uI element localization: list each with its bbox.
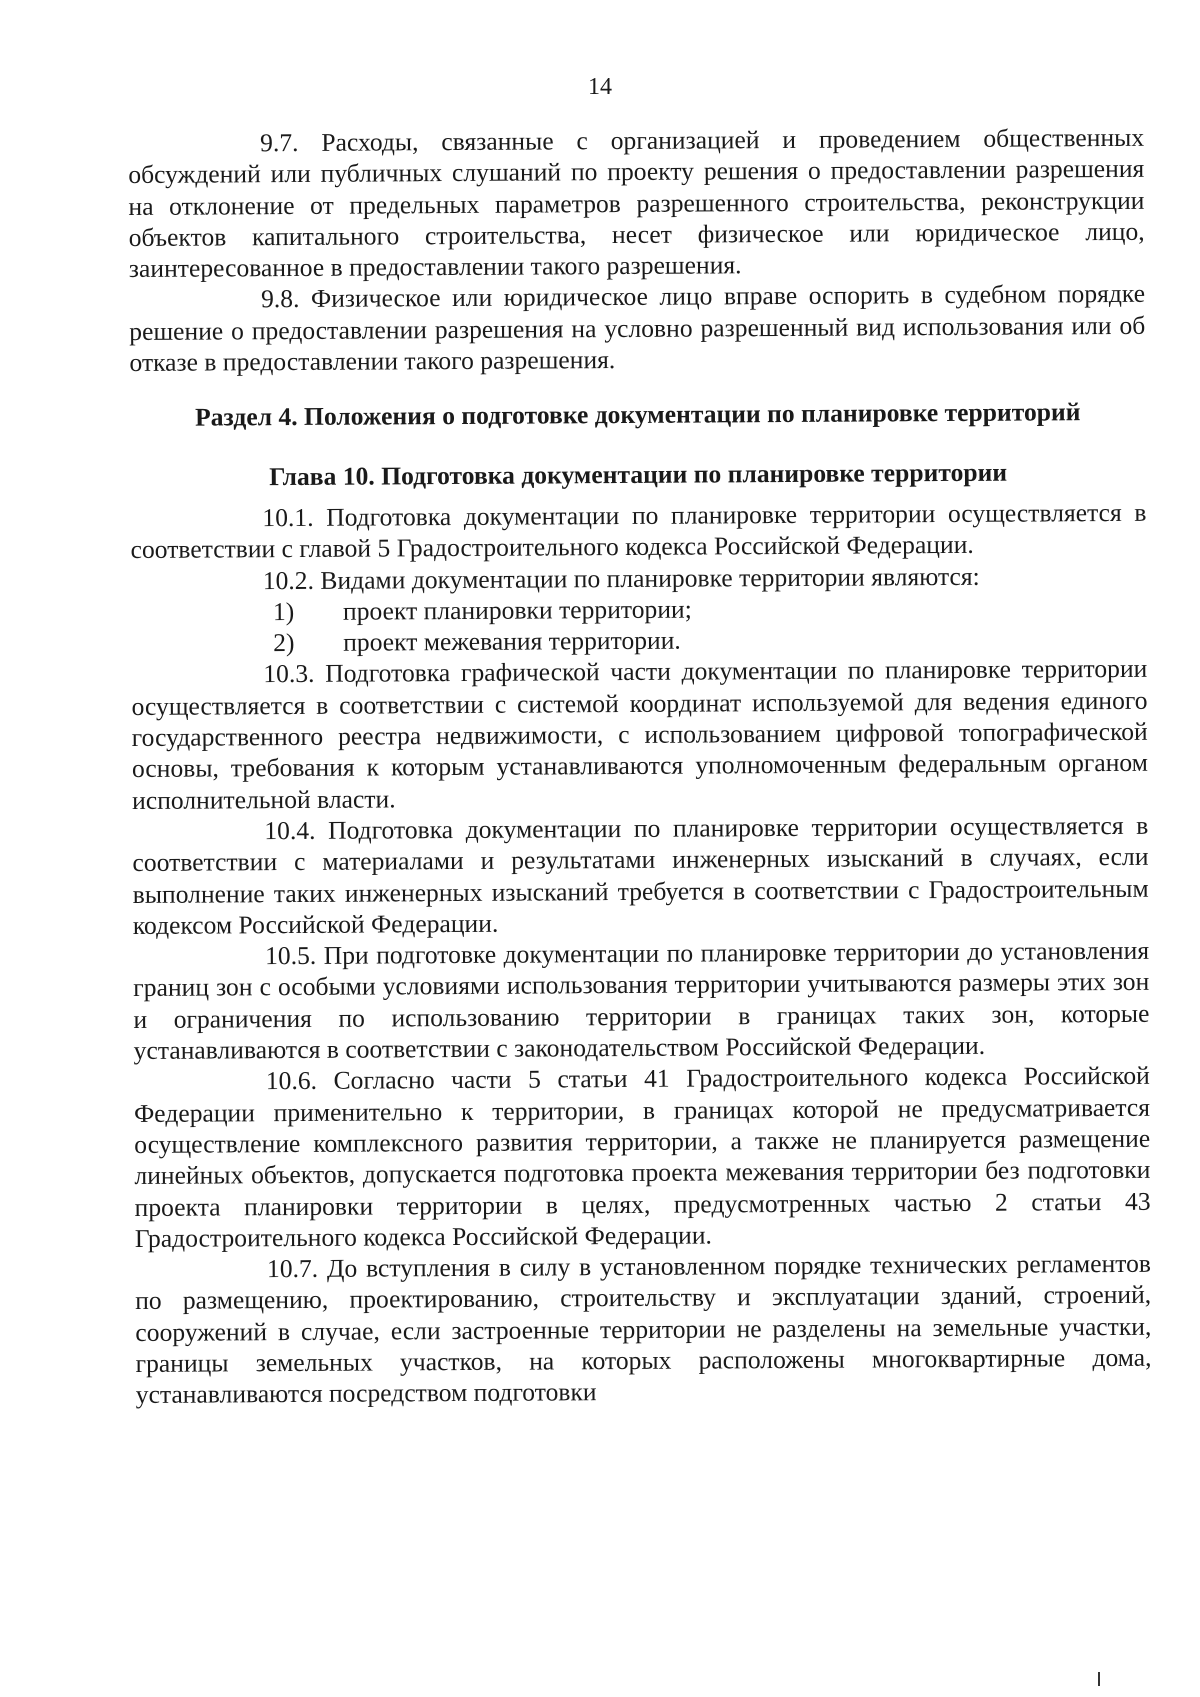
paragraph-9-8 [129, 278, 1146, 378]
paragraph-text: Подготовка документации по планировке территории осуществляется в соответствии с главой 5 Градостроительного кодекса Российской Федерации. [130, 497, 1147, 565]
paragraph-text: Видами документации по планировке территории являются: [320, 561, 980, 595]
list-marker: 2) [273, 628, 295, 658]
paragraph-10-1 [130, 497, 1146, 566]
chapter-title: Глава 10. Подготовка документации по планировке территории [269, 457, 1008, 491]
paragraph-10-4 [132, 810, 1149, 941]
paragraph-10-3 [131, 653, 1148, 816]
scan-mark [1098, 1672, 1100, 1686]
paragraph-text: Согласно части 5 статьи 41 Градостроительного кодекса Российской Федерации применительно к территории, в границах которой не предусматривается осуществление комплексного развития территории, а также не планируется размещение линейных объектов, допускается подготовка проекта межевания территории без подготовки проекта планировки территории в целях, предусмотренных частью 2 статьи 43 Градостроительного кодекса Российской Федерации. [133, 1061, 1151, 1253]
paragraph-10-6 [134, 1060, 1151, 1254]
paragraph-10-5 [133, 935, 1150, 1066]
documentation-types-list [131, 591, 1147, 660]
paragraph-number: 10.4. [264, 815, 316, 846]
paragraph-text: Подготовка графической части документации по планировке территории осуществляется в соответствии с системой координат используемой для ведения единого государственного реестра недвижимости, с использованием цифровой топографической основы, требования к которым устанавливаются уполномоченным федеральным органом исполнительной власти. [131, 654, 1148, 815]
paragraph-number: 10.1. [262, 502, 314, 533]
paragraph-number: 10.5. [264, 940, 317, 971]
paragraph-number: 10.6. [265, 1066, 318, 1096]
paragraph-text: Физическое или юридическое лицо вправе оспорить в судебном порядке решение о предоставлении разрешения на условно разрешенный вид использования или об отказе в предоставлении такого разрешения. [129, 279, 1146, 378]
paragraph-number: 9.7. [260, 127, 299, 158]
page-content [128, 122, 1152, 1411]
paragraph-text: Подготовка документации по планировке территории осуществляется в соответствии с материалами и результатами инженерных изысканий в случаях, если выполнение таких инженерных изысканий требуется в соответствии с Градостроительным кодексом Российской Федерации. [132, 810, 1149, 940]
list-marker: 1) [272, 596, 295, 626]
paragraph-number: 10.3. [263, 659, 315, 689]
list-item [131, 622, 1147, 660]
paragraph-9-7 [128, 122, 1145, 285]
list-item-text: проект межевания территории. [343, 625, 681, 657]
paragraph-group-bottom [131, 653, 1152, 1410]
paragraph-10-7 [135, 1248, 1152, 1411]
paragraph-number: 9.8. [260, 284, 300, 314]
paragraph-number: 10.7. [266, 1253, 319, 1284]
paragraph-text: До вступления в силу в установленном порядке технических регламентов по размещению, проектированию, строительству и эксплуатации зданий, строений, сооружений в случае, если застроенные территории не разделены на земельные участки, границы земельных участков, на которых расположены многоквартирные дома, устанавливаются посредством подготовки [135, 1248, 1152, 1410]
list-item-text: проект планировки территории; [342, 594, 692, 626]
paragraph-text: Расходы, связанные с организацией и проведением общественных обсуждений или публичных слушаний по проекту решения о предоставлении разрешения на отклонение от предельных параметров разрешенного строительства, реконструкции объектов капитального строительства, несет физическое или юридическое лицо, заинтересованное в предоставлении такого разрешения. [128, 122, 1145, 284]
paragraph-number: 10.2. [262, 565, 315, 595]
section-title: Раздел 4. Положения о подготовке документации по планировке территорий [194, 397, 1081, 432]
paragraph-group-top [128, 122, 1146, 379]
page-number: 14 [588, 74, 612, 100]
paragraph-text: При подготовке документации по планировке территории до установления границ зон с особыми условиями использования территории учитываются размеры этих зон и ограничения по использованию территории в границах таких зон, которые устанавливаются в соответствии с законодательством Российской Федерации. [133, 935, 1150, 1065]
